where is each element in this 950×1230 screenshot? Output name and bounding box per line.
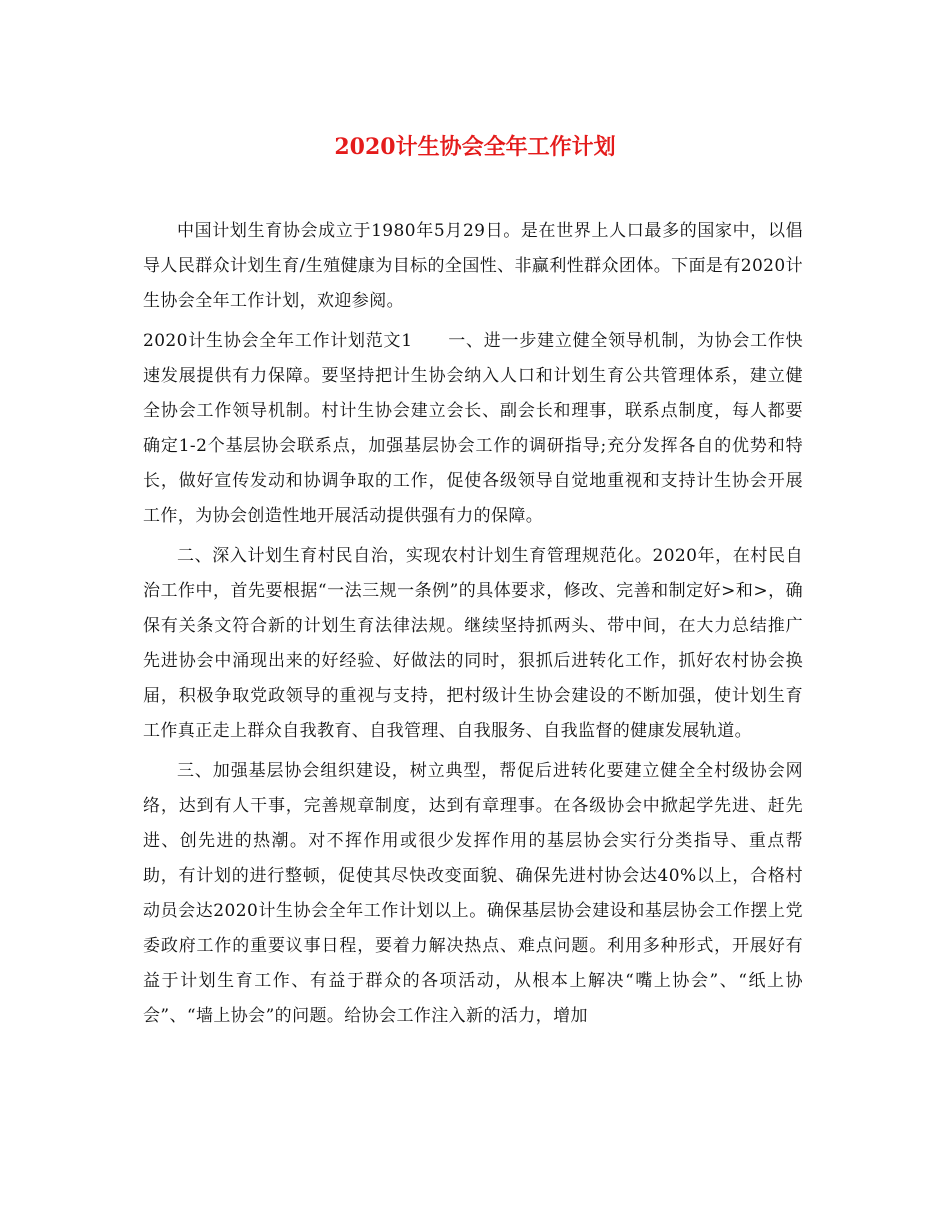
paragraph-intro: 中国计划生育协会成立于1980年5月29日。是在世界上人口最多的国家中，以倡导人民群众计划生育/生殖健康为目标的全国性、非赢利性群众团体。下面是有2020计生协会全年工作计划，欢迎参阅。 <box>143 221 803 311</box>
paragraph-section-2: 二、深入计划生育村民自治，实现农村计划生育管理规范化。2020年，在村民自治工作中，首先要根据“一法三规一条例”的具体要求，修改、完善和制定好>和>，确保有关条文符合新的计划生育法律法规。继续坚持抓两头、带中间，在大力总结推广先进协会中涌现出来的好经验、好做法的同时，狠抓后进转化工作，抓好农村协会换届，积极争取党政领导的重视与支持，把村级计生协会建设的不断加强，使计划生育工作真正走上群众自我教育、自我管理、自我服务、自我监督的健康发展轨道。 <box>143 546 803 741</box>
document-body <box>143 214 803 1039</box>
paragraph-section-3: 三、加强基层协会组织建设，树立典型，帮促后进转化要建立健全全村级协会网络，达到有人干事，完善规章制度，达到有章理事。在各级协会中掀起学先进、赶先进、创先进的热潮。对不挥作用或很少发挥作用的基层协会实行分类指导、重点帮助，有计划的进行整顿，促使其尽快改变面貌、确保先进村协会达40%以上，合格村动员会达2020计生协会全年工作计划以上。确保基层协会建设和基层协会工作摆上党委政府工作的重要议事日程，要着力解决热点、难点问题。利用多种形式，开展好有益于计划生育工作、有益于群众的各项活动，从根本上解决“嘴上协会”、“纸上协会”、“墙上协会”的问题。给协会工作注入新的活力，增加 <box>143 761 803 1026</box>
paragraph-section-1: 2020计生协会全年工作计划范文1 一、进一步建立健全领导机制，为协会工作快速发展提供有力保障。要坚持把计生协会纳入人口和计划生育公共管理体系，建立健全协会工作领导机制。村计生协会建立会长、副会长和理事，联系点制度，每人都要确定1-2个基层协会联系点，加强基层协会工作的调研指导;充分发挥各自的优势和特长，做好宣传发动和协调争取的工作，促使各级领导自觉地重视和支持计生协会开展工作，为协会创造性地开展活动提供强有力的保障。 <box>143 331 803 526</box>
document-title: 2020计生协会全年工作计划 <box>334 134 616 160</box>
